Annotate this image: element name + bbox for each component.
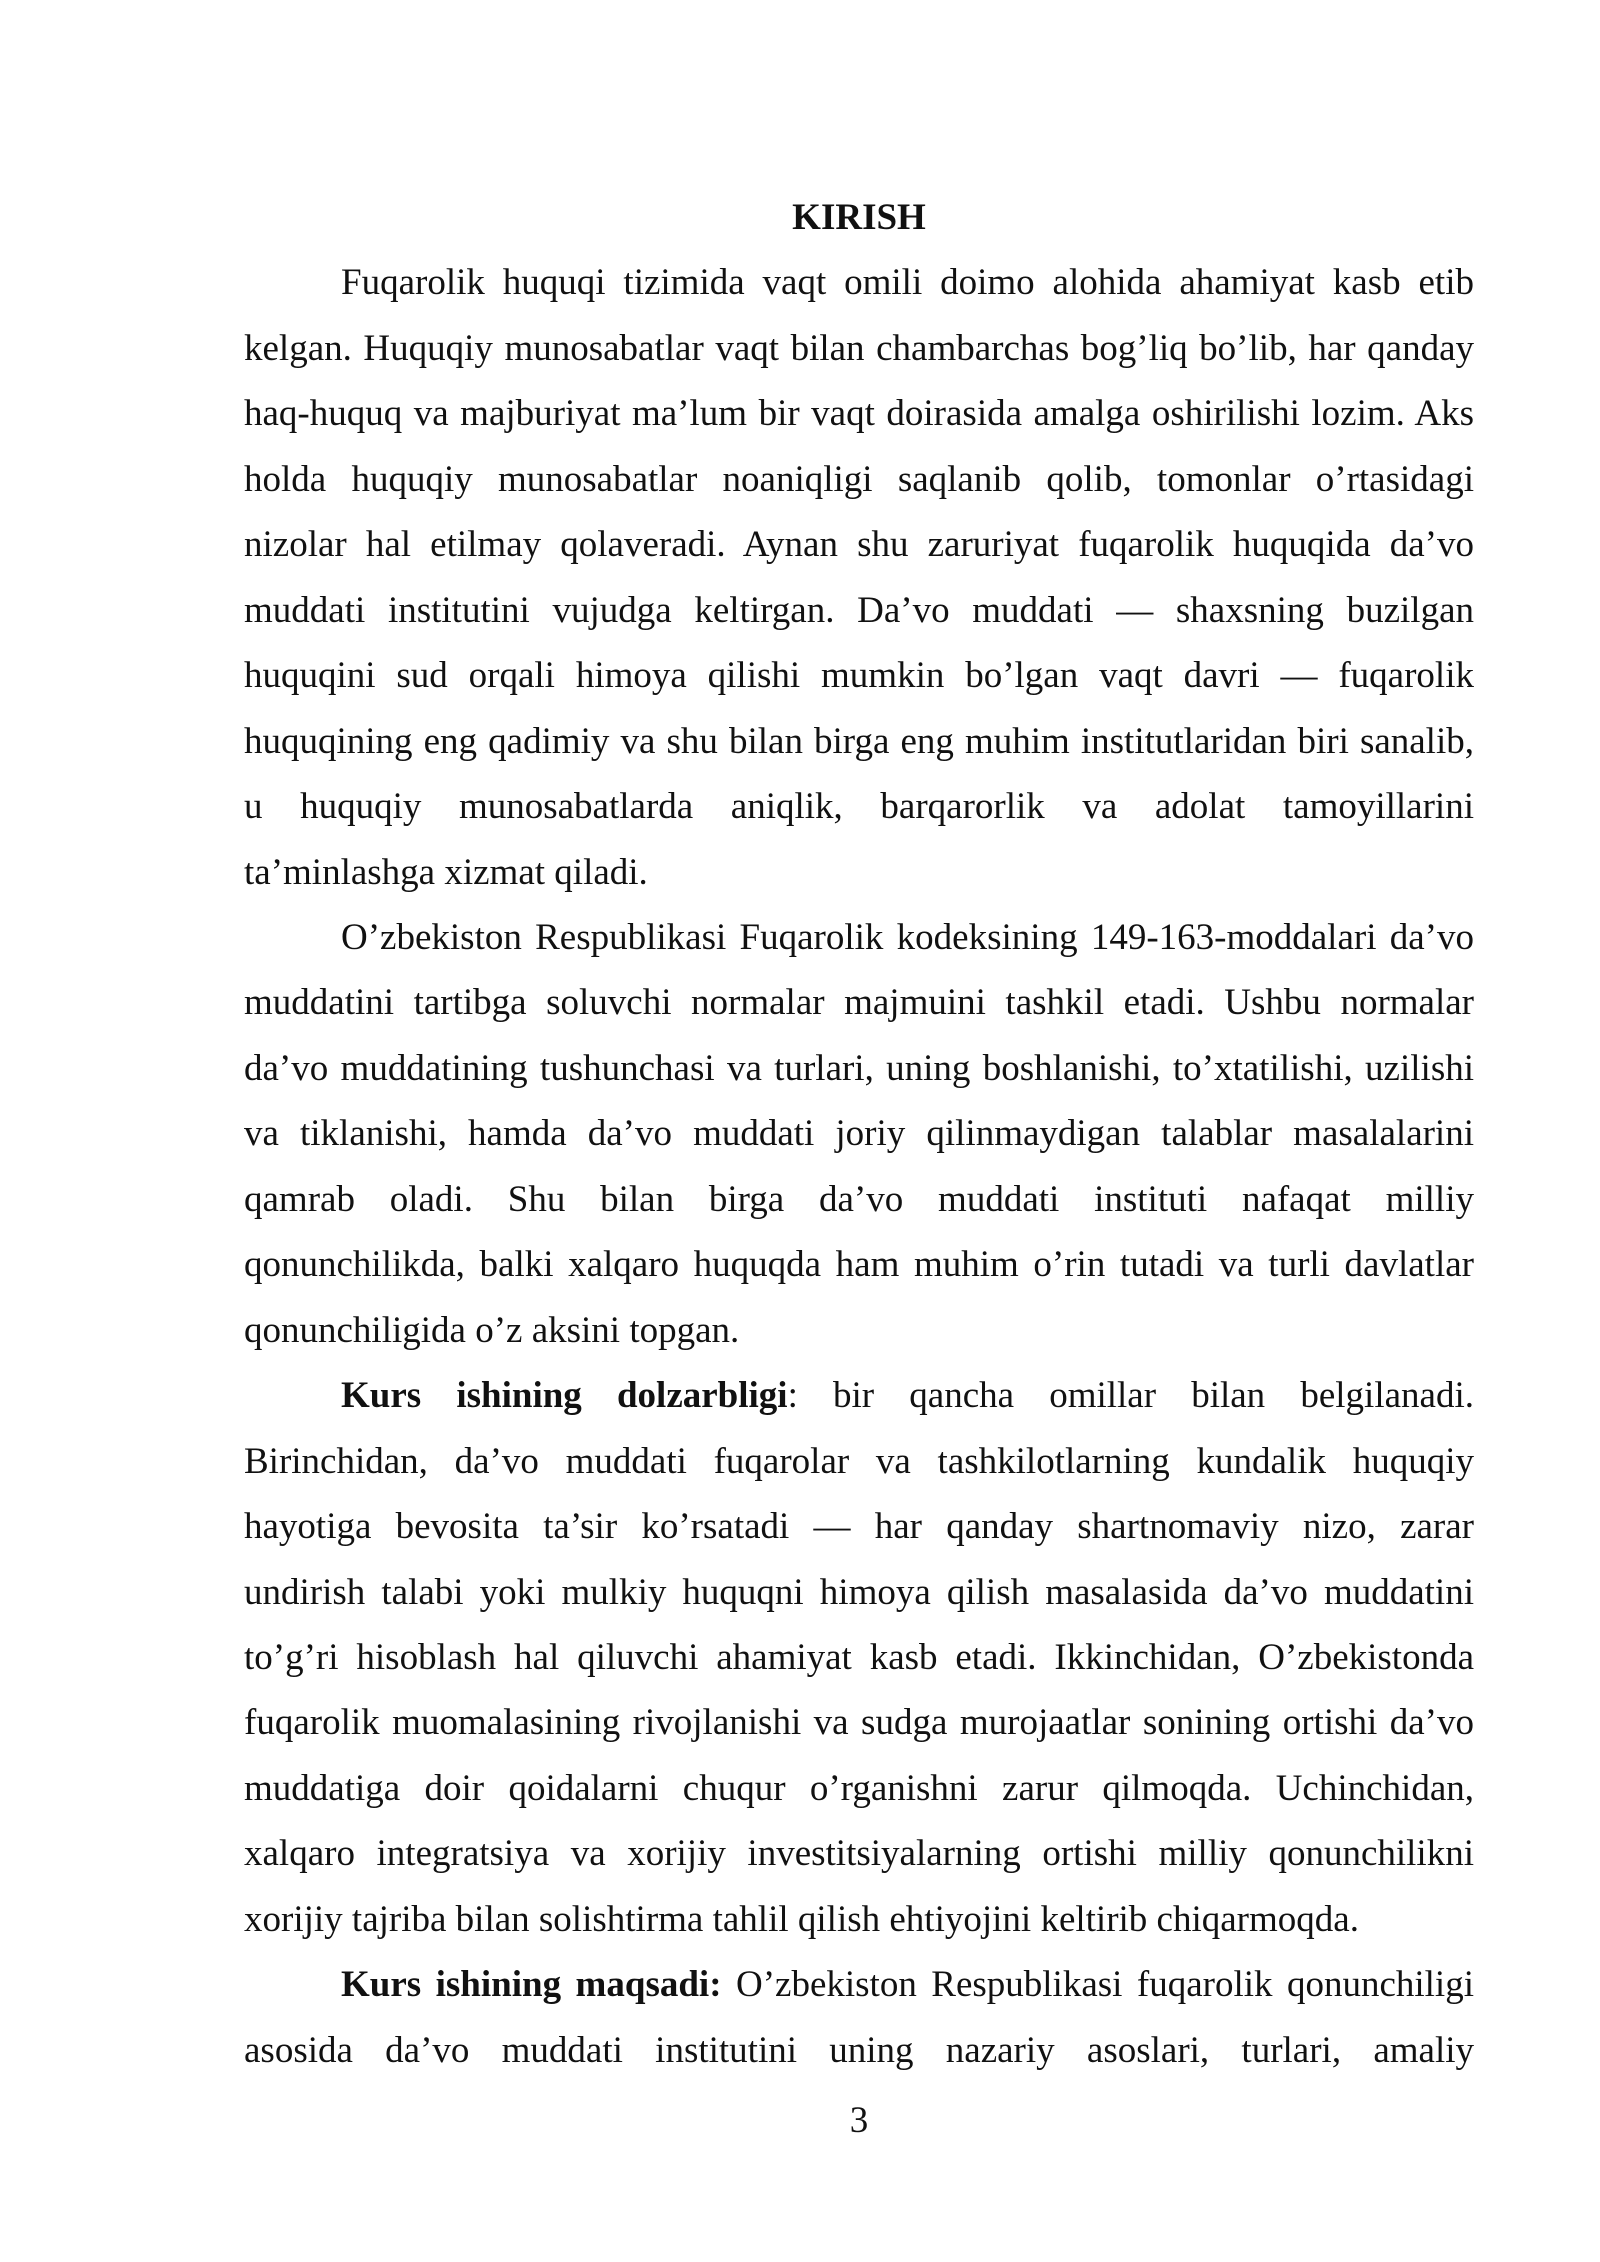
text-line: va tiklanishi, hamda da’vo muddati joriy qilinmaydigan talablar masalalarini <box>244 1113 1474 1155</box>
page-number: 3 <box>849 2100 869 2141</box>
text-line: Birinchidan, da’vo muddati fuqarolar va tashkilotlarning kundalik huquqiy <box>244 1440 1474 1482</box>
text-line: qonunchiligida o’z aksini topgan. <box>244 1309 740 1351</box>
text-line: hayotiga bevosita ta’sir ko’rsatadi — har qanday shartnomaviy nizo, zarar <box>244 1506 1474 1548</box>
text-line: da’vo muddatining tushunchasi va turlari, uning boshlanishi, to’xtatilishi, uzilishi <box>244 1047 1474 1089</box>
text-line: ta’minlashga xizmat qiladi. <box>244 851 648 893</box>
text-line <box>244 1363 1474 1428</box>
text-line: qamrab oladi. Shu bilan birga da’vo muddati instituti nafaqat milliy <box>244 1178 1474 1220</box>
text-line: muddatiga doir qoidalarni chuqur o’rganishni zarur qilmoqda. Uchinchidan, <box>244 1767 1474 1809</box>
text-line: u huquqiy munosabatlarda aniqlik, barqarorlik va adolat tamoyillarini <box>244 786 1474 828</box>
text-line: xorijiy tajriba bilan solishtirma tahlil qilish ehtiyojini keltirib chiqarmoqda. <box>244 1898 1359 1940</box>
text-line: O’zbekiston Respublikasi Fuqarolik kodeksining 149-163-moddalari da’vo <box>341 916 1474 958</box>
text-line: kelgan. Huquqiy munosabatlar vaqt bilan chambarchas bog’liq bo’lib, har qanday <box>244 327 1474 369</box>
text-line: Fuqarolik huquqi tizimida vaqt omili doimo alohida ahamiyat kasb etib <box>341 262 1474 304</box>
bold-lead-text: Kurs ishining dolzarbligi <box>341 1375 788 1417</box>
text-line: to’g’ri hisoblash hal qiluvchi ahamiyat kasb etadi. Ikkinchidan, O’zbekistonda <box>244 1636 1474 1678</box>
relevance-paragraph <box>244 1363 1474 1952</box>
text-line: qonunchilikda, balki xalqaro huquqda ham muhim o’rin tutadi va turli davlatlar <box>244 1244 1474 1286</box>
text-line: xalqaro integratsiya va xorijiy investitsiyalarning ortishi milliy qonunchilikni <box>244 1833 1474 1875</box>
bold-lead-text: Kurs ishining maqsadi: <box>341 1964 722 2006</box>
text-line: nizolar hal etilmay qolaveradi. Aynan shu zaruriyat fuqarolik huquqida da’vo <box>244 524 1474 566</box>
legal-basis-paragraph <box>244 905 1474 1363</box>
section-title: KIRISH <box>792 197 926 238</box>
text-column <box>244 185 1474 2083</box>
text-line-rest: O’zbekiston Respublikasi fuqarolik qonunchiligi <box>721 1964 1474 2006</box>
text-line: muddatini tartibga soluvchi normalar majmuini tashkil etadi. Ushbu normalar <box>244 982 1474 1024</box>
text-line <box>244 1952 1474 2017</box>
text-line: holda huquqiy munosabatlar noaniqligi saqlanib qolib, tomonlar o’rtasidagi <box>244 458 1474 500</box>
text-line: muddati institutini vujudga keltirgan. Da’vo muddati — shaxsning buzilgan <box>244 589 1474 631</box>
text-line: asosida da’vo muddati institutini uning nazariy asoslari, turlari, amaliy <box>244 2029 1474 2071</box>
text-line: fuqarolik muomalasining rivojlanishi va sudga murojaatlar sonining ortishi da’vo <box>244 1702 1474 1744</box>
text-line: huquqining eng qadimiy va shu bilan birga eng muhim institutlaridan biri sanalib, <box>244 720 1474 762</box>
intro-paragraph <box>244 250 1474 905</box>
objective-paragraph <box>244 1952 1474 2083</box>
text-line: haq-huquq va majburiyat ma’lum bir vaqt doirasida amalga oshirilishi lozim. Aks <box>244 393 1474 435</box>
text-line: huquqini sud orqali himoya qilishi mumkin bo’lgan vaqt davri — fuqarolik <box>244 655 1474 697</box>
text-line-rest: : bir qancha omillar bilan belgilanadi. <box>787 1375 1474 1417</box>
text-line: undirish talabi yoki mulkiy huquqni himoya qilish masalasida da’vo muddatini <box>244 1571 1474 1613</box>
